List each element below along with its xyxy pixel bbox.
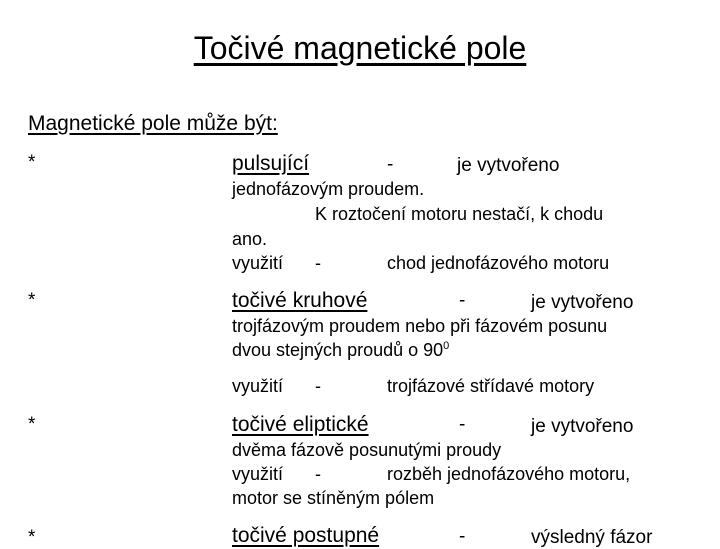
term-tocive-kruhove: točivé kruhové xyxy=(232,289,368,312)
page-title-text: Točivé magnetické pole xyxy=(193,30,527,66)
definition-line: ano. xyxy=(232,229,268,249)
page-title xyxy=(0,30,720,67)
definition-intro: výsledný fázor xyxy=(531,527,653,548)
term-pulsujici: pulsující xyxy=(232,152,310,175)
use-text: rozběh jednofázového motoru, xyxy=(387,464,631,484)
use-text: trojfázové střídavé motory xyxy=(387,376,595,396)
definition-line xyxy=(232,340,449,361)
use-text: chod jednofázového motoru xyxy=(387,253,610,273)
term-dash: - xyxy=(459,526,466,547)
term-dash: - xyxy=(387,154,394,175)
definition-line: trojfázovým proudem nebo při fázovém posunu xyxy=(232,316,608,336)
use-label: využití xyxy=(232,253,284,273)
term-tocive-postupne: točivé postupné xyxy=(232,524,380,547)
bullet-marker: * xyxy=(28,290,36,311)
term-tocive-elipticke: točivé eliptické xyxy=(232,413,369,436)
use-label: využití xyxy=(232,376,284,396)
definition-line: K roztočení motoru nestačí, k chodu xyxy=(315,204,604,224)
definition-intro: je vytvořeno xyxy=(457,155,560,176)
use-label: využití xyxy=(232,464,284,484)
subtitle: Magnetické pole může být: xyxy=(28,112,278,135)
definition-line: dvěma fázově posunutými proudy xyxy=(232,440,502,460)
use-dash: - xyxy=(315,253,321,273)
bullet-marker: * xyxy=(28,414,36,435)
definition-intro: je vytvořeno xyxy=(531,416,634,437)
use-dash: - xyxy=(315,376,321,396)
definition-line: motor se stíněným pólem xyxy=(232,488,435,508)
definition-line: jednofázovým proudem. xyxy=(232,179,425,199)
bullet-marker: * xyxy=(28,527,36,548)
use-dash: - xyxy=(315,464,321,484)
definition-line-text: dvou stejných proudů o 90 xyxy=(232,340,444,360)
degree-superscript: 0 xyxy=(443,340,450,352)
term-dash: - xyxy=(459,290,466,311)
bullet-marker: * xyxy=(28,152,36,173)
term-dash: - xyxy=(459,414,466,435)
definition-intro: je vytvořeno xyxy=(531,292,634,313)
